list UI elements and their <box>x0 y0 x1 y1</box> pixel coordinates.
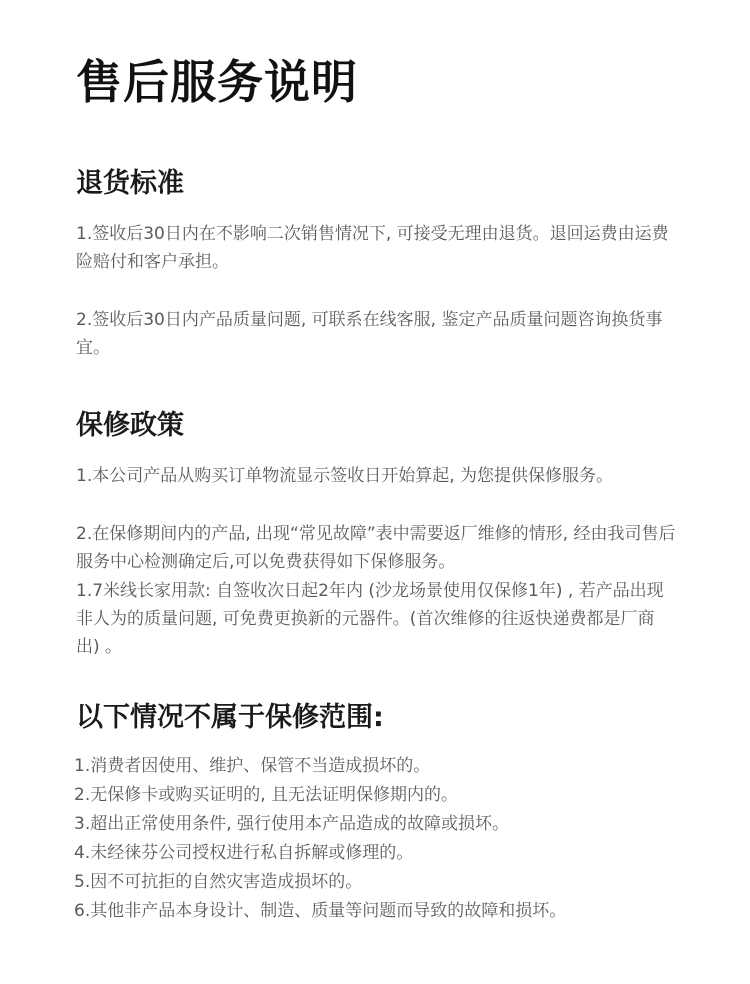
return-policy-paragraph: 1.签收后30日内在不影响二次销售情况下, 可接受无理由退货。退回运费由运费险赔付和客户承担。 <box>76 224 669 272</box>
warranty-policy-paragraph: 2.在保修期间内的产品, 出现“常见故障”表中需要返厂维修的情形, 经由我司售后服务中心检测确定后,可以免费获得如下保修服务。 <box>76 524 676 572</box>
list-item: 4.未经徕芬公司授权进行私自拆解或修理的。 <box>74 843 414 863</box>
exclusions-heading: 以下情况不属于保修范围: <box>76 702 384 733</box>
list-item: 3.超出正常使用条件, 强行使用本产品造成的故障或损坏。 <box>74 814 510 834</box>
list-item: 2.无保修卡或购买证明的, 且无法证明保修期内的。 <box>74 785 459 805</box>
return-policy-paragraph: 2.签收后30日内产品质量问题, 可联系在线客服, 鉴定产品质量问题咨询换货事宜。 <box>76 310 663 358</box>
warranty-policy-paragraph: 1.本公司产品从购买订单物流显示签收日开始算起, 为您提供保修服务。 <box>76 466 614 486</box>
exclusions-list <box>74 752 684 926</box>
list-item: 1.消费者因使用、维护、保管不当造成损坏的。 <box>74 756 431 776</box>
warranty-policy-paragraph: 1.7米线长家用款: 自签收次日起2年内 (沙龙场景使用仅保修1年) , 若产品出现非人为的质量问题, 可免费更换新的元器件。(首次维修的往返快递费都是厂商出) 。 <box>76 581 664 657</box>
return-policy-heading: 退货标准 <box>76 168 184 199</box>
list-item: 6.其他非产品本身设计、制造、质量等问题而导致的故障和损坏。 <box>74 901 567 921</box>
warranty-policy-heading: 保修政策 <box>76 410 184 441</box>
list-item: 5.因不可抗拒的自然灾害造成损坏的。 <box>74 872 363 892</box>
page-title: 售后服务说明 <box>76 55 358 109</box>
